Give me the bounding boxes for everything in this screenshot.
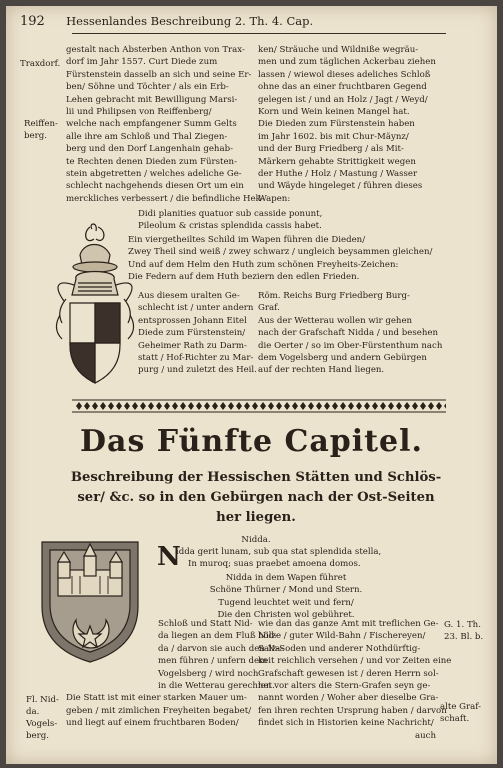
- ornament-diamond-icon: [100, 402, 106, 410]
- ornament-diamond-icon: [380, 402, 386, 410]
- ornament-diamond-icon: [204, 402, 210, 410]
- left-column: gestalt nach Absterben Anthon von Trax- dorf im Jahr 1557. Curt Diede zum Fürstenstein dasselb an sich und seine Er- ben/ Söhne und Töchter / als ein Erb- Lehen gebracht mit Bewilligung Marsi- lii und Philipsen von Reiffenberg/ welche nach empfangener Summ Gelts alle ihre am Schloß und Thal Ziegen- berg und den Dorf Langenhain gehab- te Rechten denen Dieden zum Fürsten- stein abgetretten / welches adeliche Ge- schlecht nachgehends diesen Ort um ein merckliches verbessert / die befindliche Hek-: [66, 45, 264, 204]
- ornament-diamond-icon: [388, 402, 394, 410]
- header-rule: [72, 33, 446, 34]
- after-crest-left: Aus diesem uralten Ge- schlecht ist / unter andern entsprossen Johann Eitel Diede zum Fürstenstein/ Geheimer Rath zu Darm- statt / Hof-Richter zu Mar- purg / und zuletzt des Heil.: [138, 291, 257, 376]
- margin-note-reiffenberg: Reiffen- berg.: [24, 119, 58, 141]
- bottom-left-column: Schloß und Statt Nid- da liegen an dem Fluß Nid- da / darvon sie auch den Na- men führen / unfern dem Vogelsberg / wird noch in die Wetterau gerechnet. Die Statt ist mit einer starken Mauer um- geben / mit zimlichen Freyheiten begabet/ und liegt auf einem fruchtbaren Boden/: [66, 619, 284, 729]
- ornament-diamond-icon: [244, 402, 250, 410]
- ornament-diamond-icon: [340, 402, 346, 410]
- ornament-diamond-icon: [396, 402, 402, 410]
- ornament-diamond-icon: [76, 402, 82, 410]
- ornament-diamond-icon: [428, 402, 434, 410]
- ornament-diamond-icon: [308, 402, 314, 410]
- ornament-diamond-icon: [364, 402, 370, 410]
- diede-coat-of-arms-icon: [52, 221, 138, 391]
- ornament-divider-icon: [72, 398, 446, 414]
- ornament-diamond-icon: [300, 402, 306, 410]
- ornament-diamond-icon: [420, 402, 426, 410]
- ornament-diamond-icon: [212, 402, 218, 410]
- ornament-diamond-icon: [124, 402, 130, 410]
- chapter-subtitle: Beschreibung der Hessischen Stätten und Schlös- ser/ &c. so in den Gebürgen nach der Ost-Seiten her liegen.: [70, 470, 442, 525]
- nidda-german-verse: Nidda in dem Wapen führet Schöne Thürner / Mond und Stern. Tugend leuchtet weit und fern/ Die den Christen wol gebühret.: [209, 573, 363, 621]
- running-title: Hessenlandes Beschreibung 2. Th. 4. Cap.: [66, 14, 314, 28]
- ornament-diamond-icon: [332, 402, 338, 410]
- ornament-diamond-icon: [220, 402, 226, 410]
- ornament-diamond-icon: [140, 402, 146, 410]
- ornament-diamond-icon: [348, 402, 354, 410]
- ornament-diamond-icon: [292, 402, 298, 410]
- page-number: 192: [20, 14, 45, 29]
- margin-note-nidda-vogelsberg: Fl. Nid- da. Vogels- berg.: [26, 695, 59, 741]
- ornament-diamond-icon: [156, 402, 162, 410]
- ornament-diamond-icon: [236, 402, 242, 410]
- ornament-diamond-icon: [132, 402, 138, 410]
- ornament-diamond-icon: [404, 402, 410, 410]
- latin-verse: Didi planities quatuor sub casside ponunt, Pileolum & cristas splendida cassis habet.: [138, 209, 323, 232]
- ornament-diamond-icon: [196, 402, 202, 410]
- ornament-diamond-icon: [324, 402, 330, 410]
- ornament-diamond-icon: [148, 402, 154, 410]
- nidda-latin-verse: idda gerit lunam, sub qua stat splendida stella, In muroq; suas praebet amoena domos.: [176, 547, 382, 570]
- chapter-title: Das Fünfte Capitel.: [80, 424, 423, 459]
- book-page: [6, 6, 497, 764]
- margin-note-traxdorf: Traxdorf.: [20, 59, 61, 69]
- ornament-diamond-icon: [252, 402, 258, 410]
- ornament-diamond-icon: [228, 402, 234, 410]
- ornament-diamond-icon: [92, 402, 98, 410]
- bottom-right-column: wie dan das ganze Amt mit treflichen Ge- hölze / guter Wild-Bahn / Fischereyen/ Salz-Soden und anderer Nothdürftig- keit reichlich versehen / und vor Zeiten eine Grafschaft gewesen ist / deren Herrn sol- len vor alters die Stern-Grafen seyn ge- nannt worden / Woher aber dieselbe Gra- fen ihren rechten Ursprung haben / darvon findet sich in Historien keine Nachricht/ auch: [258, 619, 452, 741]
- ornament-diamond-icon: [172, 402, 178, 410]
- ornament-diamond-icon: [412, 402, 418, 410]
- ornament-diamond-icon: [284, 402, 290, 410]
- ornament-diamond-icon: [436, 402, 442, 410]
- german-verse: Ein viergetheiltes Schild im Wapen führen die Dieden/ Zwey Theil sind weiß / zwey schwarz / ungleich beysammen gleichen/ Und auf dem Helm den Huth zum schönen Freyheits-Zeichen: Die Federn auf dem Huth beziern den edlen Frieden.: [128, 235, 433, 283]
- ornament-diamond-icon: [260, 402, 266, 410]
- page-header: [20, 14, 313, 29]
- ornament-diamond-icon: [356, 402, 362, 410]
- ornament-diamond-icon: [268, 402, 274, 410]
- drop-cap-n: N: [157, 542, 181, 572]
- ornament-diamond-icon: [276, 402, 282, 410]
- ornament-diamond-icon: [116, 402, 122, 410]
- ornament-diamond-icon: [444, 402, 446, 410]
- ornament-diamond-icon: [372, 402, 378, 410]
- ornament-diamond-icon: [164, 402, 170, 410]
- ornament-diamond-icon: [188, 402, 194, 410]
- ornament-diamond-icon: [108, 402, 114, 410]
- margin-note-alte-grafschaft: alte Graf- schaft.: [440, 702, 482, 724]
- ornament-diamond-icon: [180, 402, 186, 410]
- ornament-diamond-icon: [84, 402, 90, 410]
- right-column: ken/ Sträuche und Wildniße wegräu- men und zum täglichen Ackerbau ziehen lassen / wiewol dieses adeliches Schloß ohne das an einer fruchtbaren Gegend gelegen ist / und an Holz / Jagt / Weyd/ Korn und Wein keinen Mangel hat. Die Dieden zum Fürstenstein haben im Jahr 1602. bis mit Chur-Mäynz/ und der Burg Friedberg / als Mit- Märkern gehabte Strittigkeit wegen der Huthe / Holz / Mastung / Wasser und Wäyde hingeleget / führen dieses Wapen:: [258, 45, 436, 204]
- nidda-heading: Nidda.: [241, 535, 271, 545]
- margin-note-reference: G. 1. Th. 23. Bl. b.: [444, 620, 484, 642]
- ornament-diamond-icon: [316, 402, 322, 410]
- after-crest-right: Röm. Reichs Burg Friedberg Burg- Graf. Aus der Wetterau wollen wir gehen nach der Grafschaft Nidda / und besehen die Oerter / so im Ober-Fürstenthum nach dem Vogelsberg und andern Gebürgen auf der rechten Hand liegen.: [258, 291, 443, 376]
